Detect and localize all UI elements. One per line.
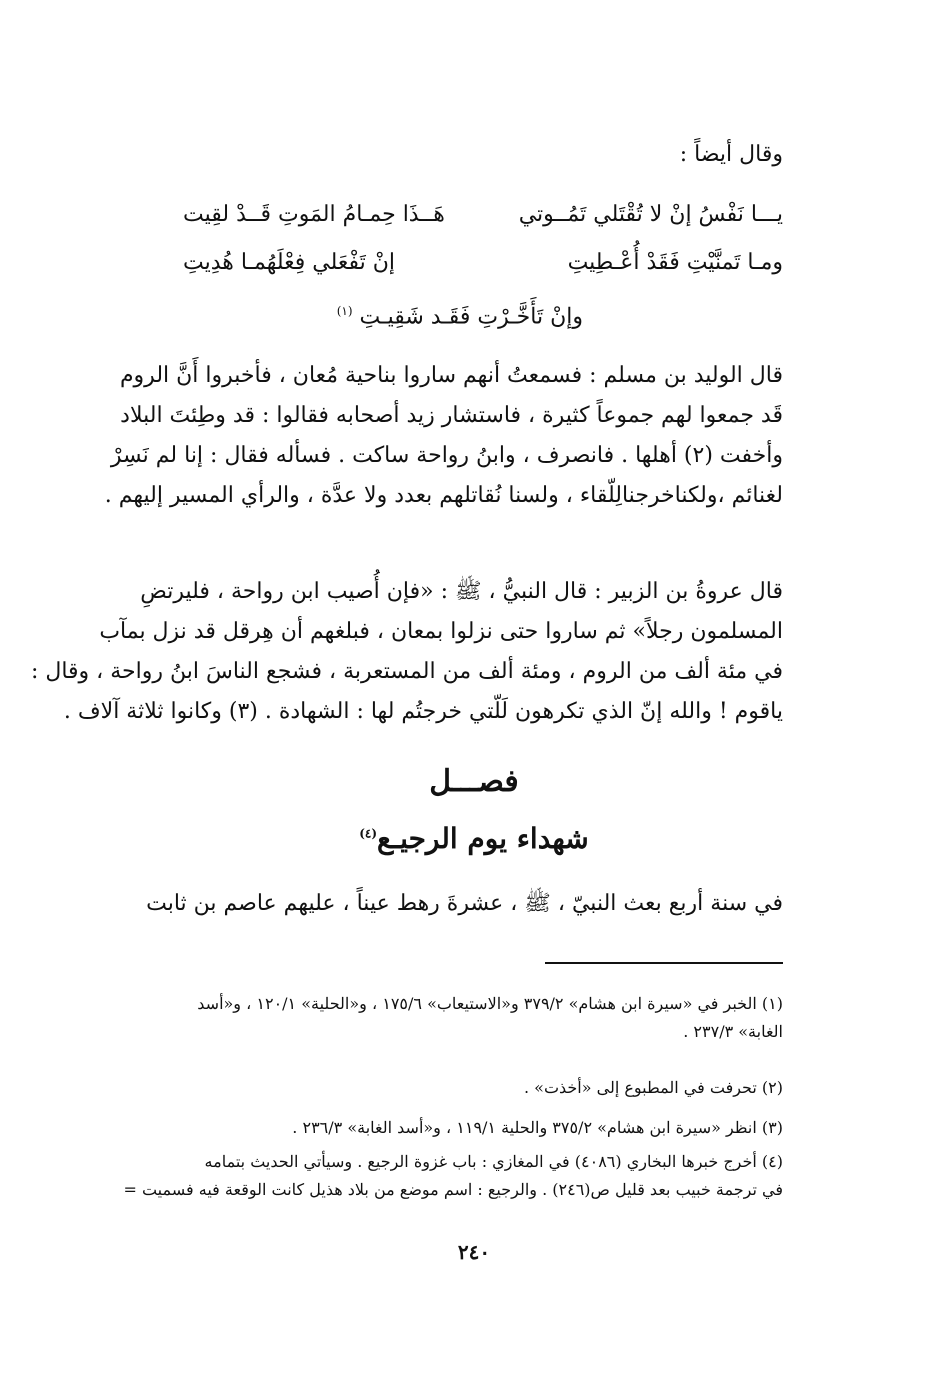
- text-line: قال الوليد بن مسلم : فسمعتُ أنهم ساروا بناحية مُعان ، فأخبروا أَنَّ الروم: [119, 363, 783, 388]
- text-line: لغنائم ،ولكناخرجنالِلّقاء ، ولسنا نُقاتلهم بعدد ولا عدَّة ، والرأي المسير إليهم .: [104, 483, 783, 508]
- section-heading-text: شهداء يوم الرجيـع: [377, 822, 589, 855]
- footnote-line: (٣) انظر «سيرة ابن هشام» ٣٧٥/٢ والحلية ١١٩/١ ، و«أسد الغابة» ٢٣٦/٣ .: [292, 1118, 783, 1137]
- text-line: ياقوم ! والله إنّ الذي تكرهون لَلّتي خرجتُم لها : الشهادة . (٣) وكانوا ثلاثة آلاف .: [63, 699, 783, 724]
- intro-line: وقال أيضاً :: [679, 142, 783, 167]
- footnote-4: [123, 1148, 783, 1204]
- verse-last: [337, 294, 583, 334]
- verse-hemistich-left: هَــذَا حِمـامُ المَوتِ قَــدْ لقِيت: [183, 202, 445, 227]
- footnote-line: (١) الخبر في «سيرة ابن هشام» ٣٧٩/٢ و«الاستيعاب» ١٧٥/٦ ، و«الحلية» ١٢٠/١ ، و«أسد: [197, 994, 783, 1013]
- footnote-1: [143, 990, 783, 1046]
- text-line: في سنة أربع بعث النبيّ ، ﷺ ، عشرةَ رهط عيناً ، عليهم عاصم بن ثابت: [146, 891, 783, 916]
- verse-hemistich-right: ومـا تَمنَّيْتِ فَقَدْ أُعْـطِيتِ: [567, 250, 783, 275]
- text-line: في مئة ألف من الروم ، ومئة ألف من المستعربة ، فشجع الناسَ ابنُ رواحة ، وقال :: [30, 659, 783, 684]
- footnote-separator: [545, 962, 783, 964]
- text-line: وأخفت (٢) أهلها . فانصرف ، وابنُ رواحة ساكت . فسأله فقال : إنا لم نَسِرْ: [110, 443, 783, 468]
- footnote-line: في ترجمة خبيب بعد قليل ص(٢٤٦) . والرجيع : اسم موضع من بلاد هذيل كانت الوقعة فيه فسميت =: [123, 1180, 783, 1199]
- footnote-ref: (١): [336, 304, 353, 318]
- section-heading: [0, 822, 948, 855]
- paragraph-walid: [104, 356, 783, 516]
- footnote-line: (٢) تحرفت في المطبوع إلى «أخذت» .: [523, 1078, 783, 1097]
- footnote-3: [143, 1114, 783, 1142]
- text-line: قَد جمعوا لهم جموعاً كثيرة ، فاستشار زيد أصحابه فقالوا : قد وطِئتَ البلاد: [120, 403, 783, 428]
- footnote-2: [143, 1074, 783, 1102]
- paragraph-raji: [143, 884, 783, 924]
- verse-hemistich-left: إنْ تَفْعَلي فِعْلَهُمـا هُدِيتِ: [183, 250, 396, 275]
- verse-last-text: وإنْ تَأَخَّـرْتِ فَقَـد شَقِيـتِ: [359, 304, 583, 330]
- text-line: المسلمون رجلاً» ثم ساروا حتى نزلوا بمعان ، فبلغهم أن هِرقل قد نزل بمآب: [99, 619, 783, 644]
- page-number: ٢٤٠: [457, 1240, 491, 1264]
- footnote-ref: (٤): [359, 826, 378, 841]
- chapter-heading: فصـــل: [429, 764, 519, 799]
- verse-hemistich-right: يـــا نَفْسُ إنْ لا تُقْتَلي تَمُــوتي: [518, 202, 783, 227]
- text-line: قال عروةُ بن الزبير : قال النبيُّ ، ﷺ : «فإن أُصيب ابن رواحة ، فليرتضِ: [140, 579, 783, 604]
- footnote-line: (٤) أخرج خبرها البخاري (٤٠٨٦) في المغازي : باب غزوة الرجيع . وسيأتي الحديث بتمامه: [204, 1152, 783, 1171]
- paragraph-urwa: [30, 572, 783, 732]
- footnote-line: الغابة» ٢٣٧/٣ .: [683, 1022, 783, 1041]
